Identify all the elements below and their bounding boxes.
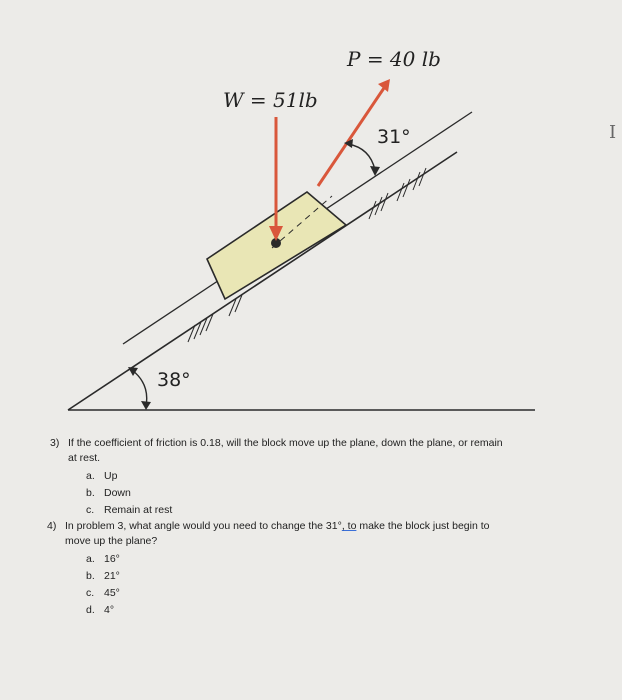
option-text: Down [104,487,131,499]
option-letter: c. [86,587,95,599]
question-4-text-tail: make the block just begin to [356,520,490,532]
text-cursor-icon: I [609,122,617,143]
question-3 [50,436,590,451]
question-4-number: 4) [47,520,57,532]
push-angle-label: 31° [377,126,411,148]
option-text: 45° [104,587,120,599]
question-3-option-b [86,486,131,500]
option-text: 4° [104,604,115,616]
question-3-option-a [86,469,117,483]
option-letter: b. [86,570,95,582]
incline-angle-arc [132,370,147,406]
weight-label: W = 51lb [223,88,318,112]
question-4 [47,519,607,534]
option-text: 16° [104,553,120,565]
question-4-option-d [86,603,114,617]
option-letter: a. [86,470,95,482]
option-text: 21° [104,570,120,582]
incline-angle-label: 38° [157,369,191,391]
option-letter: a. [86,553,95,565]
question-3-number: 3) [50,437,60,449]
question-4-underlined: , to [341,520,357,532]
option-text: Remain at rest [104,504,173,516]
question-3-text-cont: at rest. [68,452,101,464]
question-3-option-c [86,503,172,517]
incline-angle-arrowhead-bottom [141,401,151,410]
question-4-text: In problem 3, what angle would you need to change the 31° [65,520,342,532]
option-text: Up [104,470,118,482]
question-3-text: If the coefficient of friction is 0.18, will the block move up the plane, down the plane, or remain [68,437,503,449]
question-4-option-c [86,586,120,600]
question-4-option-a [86,552,120,566]
option-letter: c. [86,504,95,516]
option-letter: b. [86,487,95,499]
option-letter: d. [86,604,95,616]
question-4-text-cont: move up the plane? [65,535,158,547]
question-4-option-b [86,569,120,583]
incline-surface [68,152,457,410]
push-force-label: P = 40 lb [347,47,441,71]
